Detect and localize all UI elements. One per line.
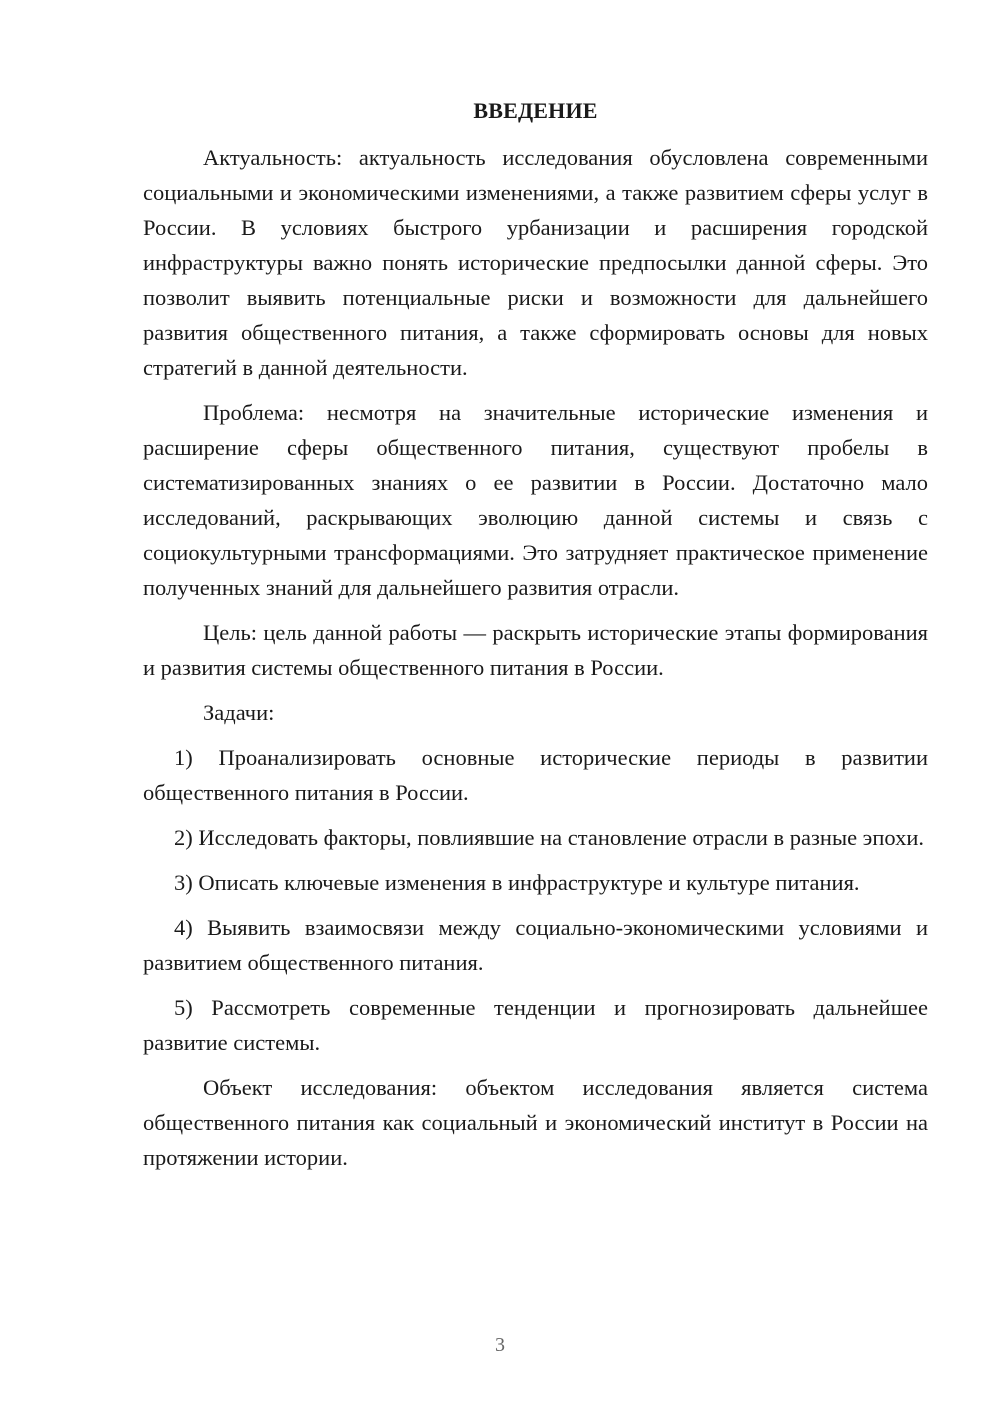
task-item-3: 3) Описать ключевые изменения в инфраструктуре и культуре питания. bbox=[174, 870, 860, 895]
task-item-1: 1) Проанализировать основные исторические периоды в развитии общественного питания в России. bbox=[143, 745, 928, 805]
object-paragraph: Объект исследования: объектом исследования является система общественного питания как социальный и экономический институт в России на протяжении истории. bbox=[143, 1075, 928, 1170]
goal-paragraph: Цель: цель данной работы — раскрыть исторические этапы формирования и развития системы общественного питания в России. bbox=[143, 620, 928, 680]
page-number: 3 bbox=[495, 1334, 505, 1356]
section-title: ВВЕДЕНИЕ bbox=[473, 98, 598, 123]
relevance-paragraph: Актуальность: актуальность исследования обусловлена современными социальными и экономическими изменениями, а также развитием сферы услуг в России. В условиях быстрого урбанизации и расширения городской инфраструктуры важно понять исторические предпосылки данной сферы. Это позволит выявить потенциальные риски и возможности для дальнейшего развития общественного питания, а также сформировать основы для новых стратегий в данной деятельности. bbox=[143, 145, 928, 380]
task-item-5: 5) Рассмотреть современные тенденции и прогнозировать дальнейшее развитие системы. bbox=[143, 995, 928, 1055]
problem-paragraph: Проблема: несмотря на значительные исторические изменения и расширение сферы общественного питания, существуют пробелы в систематизированных знаниях о ее развитии в России. Достаточно мало исследований, раскрывающих эволюцию данной системы и связь с социокультурными трансформациями. Это затрудняет практическое применение полученных знаний для дальнейшего развития отрасли. bbox=[143, 400, 928, 600]
task-item-4: 4) Выявить взаимосвязи между социально-экономическими условиями и развитием общественного питания. bbox=[143, 915, 928, 975]
task-item-2: 2) Исследовать факторы, повлиявшие на становление отрасли в разные эпохи. bbox=[174, 825, 924, 850]
document-page bbox=[143, 96, 928, 1185]
tasks-label: Задачи: bbox=[203, 700, 275, 725]
